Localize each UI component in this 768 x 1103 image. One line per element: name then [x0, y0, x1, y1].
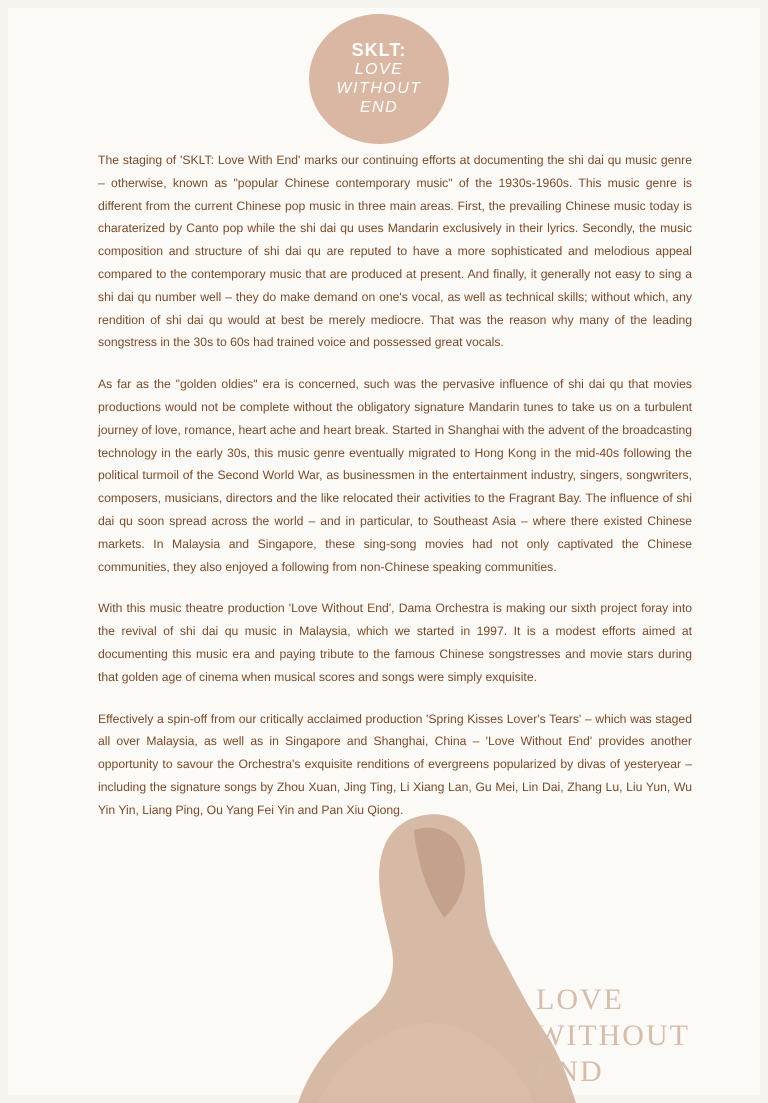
intro-article: [98, 149, 692, 841]
title-line-2: LOVE: [354, 61, 404, 78]
paragraph-4: Effectively a spin-off from our critically acclaimed production 'Spring Kisses Lover's Tears' – which was staged all over Malaysia, as well as in Singapore and Shanghai, China – 'Love Without End' provides another opportunity to savour the Orchestra's exquisite renditions of evergreens popularized by divas of yesteryear – including the signature songs by Zhou Xuan, Jing Ting, Li Xiang Lan, Gu Mei, Lin Dai, Zhang Lu, Liu Yun, Wu Yin Yin, Liang Ping, Ou Yang Fei Yin and Pan Xiu Qiong.: [98, 711, 692, 817]
title-badge: [309, 14, 449, 144]
title-line-4: END: [359, 99, 399, 116]
title-line-1: SKLT:: [351, 40, 407, 60]
watermark-line-3: END: [536, 1055, 604, 1088]
watermark-title: [536, 982, 756, 1090]
paragraph-3: With this music theatre production 'Love Without End', Dama Orchestra is making our sixth project foray into the revival of shi dai qu music in Malaysia, which we started in 1997. It is a modest efforts aimed at documenting this music era and paying tribute to the famous Chinese songstresses and movie stars during that golden age of cinema when musical scores and songs were simply exquisite.: [98, 601, 692, 684]
watermark-line-2: WITHOUT: [536, 1019, 690, 1052]
paragraph-2: As far as the "golden oldies" era is concerned, such was the pervasive influence of shi dai qu that movies productions would not be complete without the obligatory signature Mandarin tunes to take us on a turbulent journey of love, romance, heart ache and heart break. Started in Shanghai with the advent of the broadcasting technology in the early 30s, this music genre eventually migrated to Hong Kong in the mid-40s following the political turmoil of the Second World War, as businessmen in the entertainment industry, singers, songwriters, composers, musicians, directors and the like relocated their activities to the Fragrant Bay. The influence of shi dai qu soon spread across the world – and in particular, to Southeast Asia – where there existed Chinese markets. In Malaysia and Singapore, these sing-song movies had not only captivated the Chinese communities, they also enjoyed a following from non-Chinese speaking communities.: [98, 377, 692, 574]
watermark-line-1: LOVE: [536, 983, 624, 1016]
paragraph-1: The staging of 'SKLT: Love With End' marks our continuing efforts at documenting the shi dai qu music genre – otherwise, known as "popular Chinese contemporary music" of the 1930s-1960s. This music genre is different from the current Chinese pop music in three main areas. First, the prevailing Chinese music today is charaterized by Canto pop while the shi dai qu uses Mandarin exclusively in their lyrics. Secondly, the music composition and structure of shi dai qu are reputed to have a more sophisticated and melodious appeal compared to the contemporary music that are produced at present. And finally, it generally not easy to sing a shi dai qu number well – they do make demand on one's vocal, as well as technical skills; without which, any rendition of shi dai qu would at best be merely mediocre. That was the reason why many of the leading songstress in the 30s to 60s had trained voice and possessed great vocals.: [98, 153, 692, 350]
title-line-3: WITHOUT: [336, 80, 422, 97]
